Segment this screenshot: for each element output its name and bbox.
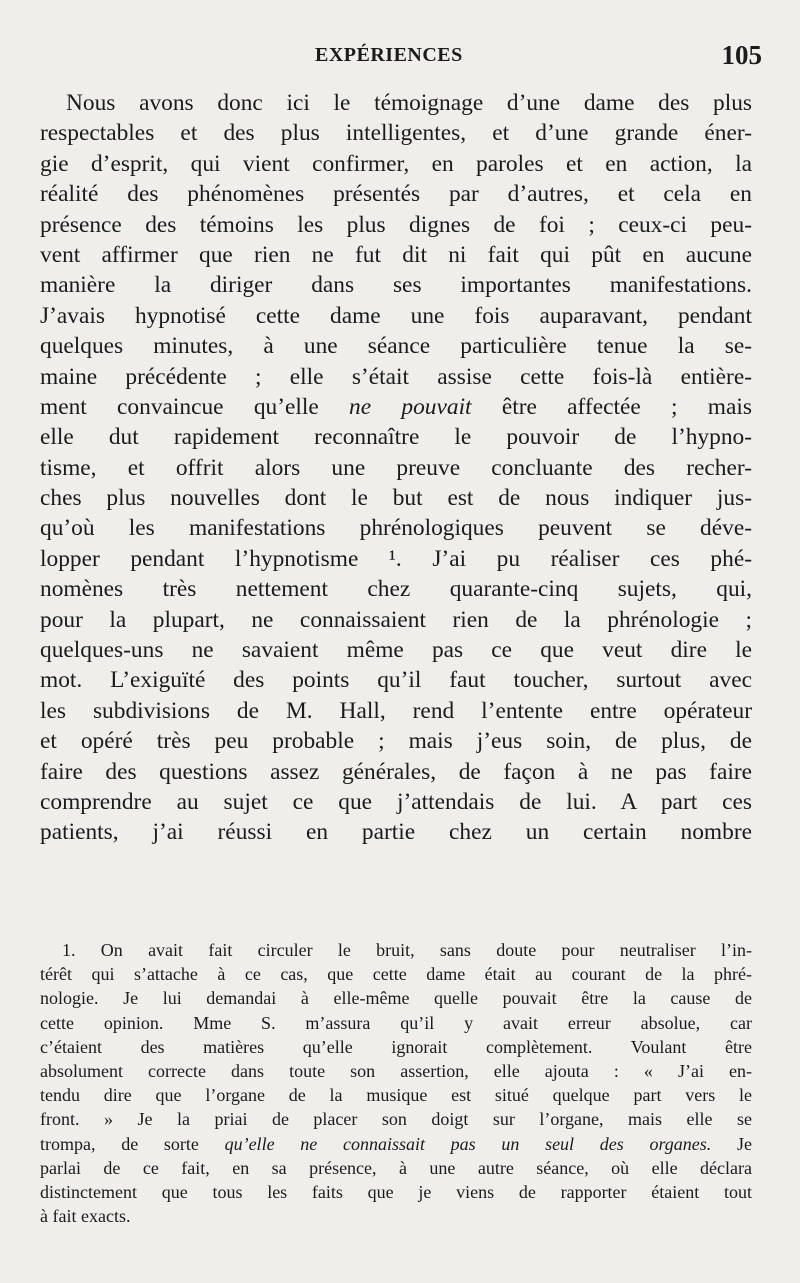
text-line: quelques minutes, à une séance particulière tenue la se-: [40, 333, 752, 360]
text-line: patients, j’ai réussi en partie chez un certain nombre: [40, 819, 752, 846]
main-text: [40, 88, 752, 848]
footnote-line: parlai de ce fait, en sa présence, à une autre séance, où elle déclara: [40, 1157, 752, 1178]
footnote-line: térêt qui s’attache à ce cas, que cette dame était au courant de la phré-: [40, 964, 752, 985]
footnote-line: c’étaient des matières qu’elle ignorait complètement. Voulant être: [40, 1036, 752, 1057]
footnote-line: à fait exacts.: [40, 1206, 131, 1227]
footnote-line: tendu dire que l’organe de la musique est situé quelque part vers le: [40, 1085, 752, 1106]
text-line: gie d’esprit, qui vient confirmer, en paroles et en action, la: [40, 150, 752, 177]
footnote-line: nologie. Je lui demandai à elle-même quelle pouvait être la cause de: [40, 988, 752, 1009]
footnote-line: 1. On avait fait circuler le bruit, sans doute pour neutraliser l’in-: [62, 940, 752, 960]
text-line: lopper pendant l’hypnotisme ¹. J’ai pu réaliser ces phé-: [40, 545, 752, 572]
text-line: réalité des phénomènes présentés par d’autres, et cela en: [40, 181, 752, 208]
text-line: elle dut rapidement reconnaître le pouvoir de l’hypno-: [40, 424, 752, 451]
page-number: 105: [721, 40, 762, 70]
italic-fragment: ne pouvait: [349, 393, 472, 420]
text-line-mixed: [40, 392, 752, 422]
running-head: EXPÉRIENCES: [315, 44, 463, 66]
text-line: quelques-uns ne savaient même pas ce que veut dire le: [40, 637, 752, 664]
text-line: Nous avons donc ici le témoignage d’une dame des plus: [66, 90, 752, 116]
text-line: et opéré très peu probable ; mais j’eus soin, de plus, de: [40, 728, 752, 755]
footnote-line: front. » Je la priai de placer son doigt sur l’organe, mais elle se: [40, 1109, 752, 1130]
text-line: tisme, et offrit alors une preuve concluante des recher-: [40, 454, 752, 481]
footnote-fragment: trompa, de sorte: [40, 1133, 199, 1154]
footnote-line-mixed: [40, 1132, 752, 1156]
footnote-line: absolument correcte dans toute son assertion, elle ajouta : « J’ai en-: [40, 1060, 752, 1081]
text-line: présence des témoins les plus dignes de foi ; ceux-ci peu-: [40, 211, 752, 238]
text-fragment: ment convaincue qu’elle: [40, 393, 319, 420]
text-line: manière la diriger dans ses importantes manifestations.: [40, 272, 752, 299]
text-line: qu’où les manifestations phrénologiques peuvent se déve-: [40, 515, 752, 542]
text-line: pour la plupart, ne connaissaient rien de la phrénologie ;: [40, 606, 752, 633]
text-line: mot. L’exiguïté des points qu’il faut toucher, surtout avec: [40, 667, 752, 694]
footnote-line: cette opinion. Mme S. m’assura qu’il y avait erreur absolue, car: [40, 1012, 752, 1033]
text-line: J’avais hypnotisé cette dame une fois auparavant, pendant: [40, 302, 752, 329]
footnote: [40, 938, 752, 1228]
footnote-italic-fragment: qu’elle ne connaissait pas un seul des organes.: [224, 1133, 712, 1154]
footnote-fragment: Je: [737, 1133, 752, 1154]
text-line: nomènes très nettement chez quarante-cinq sujets, qui,: [40, 576, 752, 603]
text-fragment: être affectée ; mais: [501, 393, 752, 420]
text-line: faire des questions assez générales, de façon à ne pas faire: [40, 758, 752, 785]
text-line: comprendre au sujet ce que j’attendais de lui. A part ces: [40, 788, 752, 815]
text-line: vent affirmer que rien ne fut dit ni fait qui pût en aucune: [40, 241, 752, 268]
text-line: maine précédente ; elle s’était assise cette fois-là entière-: [40, 363, 752, 390]
text-line: les subdivisions de M. Hall, rend l’entente entre opérateur: [40, 697, 752, 724]
text-line: respectables et des plus intelligentes, et d’une grande éner-: [40, 120, 752, 147]
footnote-line: distinctement que tous les faits que je viens de rapporter étaient tout: [40, 1181, 752, 1202]
page-header: [0, 40, 800, 74]
text-line: ches plus nouvelles dont le but est de nous indiquer jus-: [40, 485, 752, 512]
